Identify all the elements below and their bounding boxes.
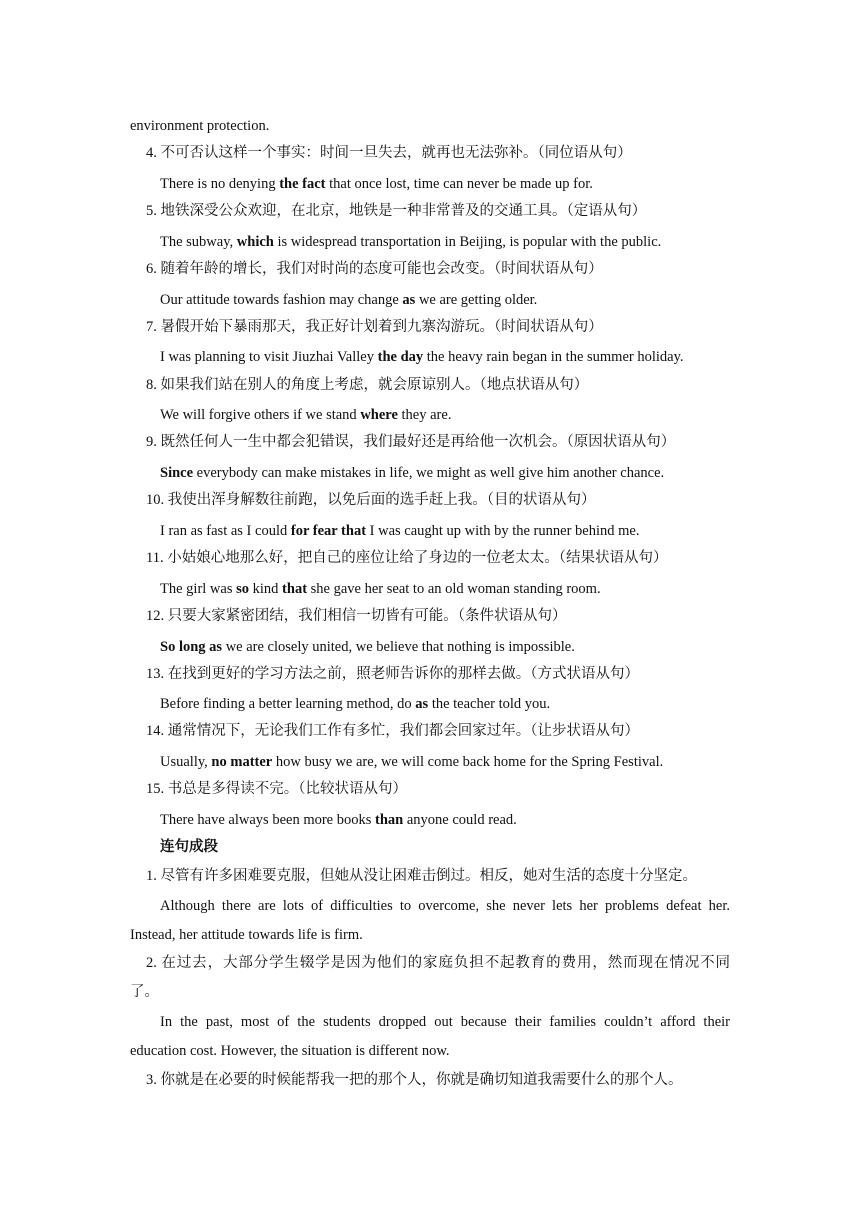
paragraph-2-english-line1: In the past, most of the students dropped out because their families couldn’t afford their: [160, 1014, 730, 1030]
keyword: So long as: [160, 639, 223, 655]
item-15-english: There have always been more books than anyone could read.: [160, 812, 517, 828]
item-12-chinese: 12. 只要大家紧密团结，我们相信一切皆有可能。（条件状语从句）: [146, 608, 567, 624]
item-13-english: Before finding a better learning method, do as the teacher told you.: [160, 696, 551, 712]
item-8-chinese: 8. 如果我们站在别人的角度上考虑，就会原谅别人。（地点状语从句）: [146, 377, 589, 393]
item-15-chinese: 15. 书总是多得读不完。（比较状语从句）: [146, 781, 407, 797]
paragraph-2-chinese-line1: 2. 在过去，大部分学生辍学是因为他们的家庭负担不起教育的费用，然而现在情况不同: [146, 955, 730, 971]
item-11-english: The girl was so kind that she gave her seat to an old woman standing room.: [160, 581, 601, 597]
item-10-chinese: 10. 我使出浑身解数往前跑，以免后面的选手赶上我。（目的状语从句）: [146, 492, 596, 508]
item-7-chinese: 7. 暑假开始下暴雨那天，我正好计划着到九寨沟游玩。（时间状语从句）: [146, 319, 603, 335]
item-13-chinese: 13. 在找到更好的学习方法之前，照老师告诉你的那样去做。（方式状语从句）: [146, 666, 639, 682]
keyword: as: [402, 292, 416, 308]
item-14-chinese: 14. 通常情况下，无论我们工作有多忙，我们都会回家过年。（让步状语从句）: [146, 723, 639, 739]
item-11-chinese: 11. 小姑娘心地那么好，把自己的座位让给了身边的一位老太太。（结果状语从句）: [146, 550, 668, 566]
section-title: 连句成段: [160, 839, 218, 855]
keyword: the fact: [279, 176, 326, 192]
paragraph-1-english-line1: Although there are lots of difficulties to overcome, she never lets her problems defeat her.: [160, 898, 730, 914]
item-7-english: I was planning to visit Jiuzhai Valley the day the heavy rain began in the summer holiday.: [160, 349, 684, 365]
keyword: than: [375, 812, 404, 828]
item-4-chinese: 4. 不可否认这样一个事实：时间一旦失去，就再也无法弥补。（同位语从句）: [146, 145, 632, 161]
paragraph-2-chinese-line2: 了。: [130, 984, 159, 1000]
continuation-text: environment protection.: [130, 118, 270, 134]
item-10-english: I ran as fast as I could for fear that I was caught up with by the runner behind me.: [160, 523, 640, 539]
keyword: that: [282, 581, 308, 597]
paragraph-1-english-line2: Instead, her attitude towards life is firm.: [130, 927, 363, 943]
item-5-chinese: 5. 地铁深受公众欢迎，在北京，地铁是一种非常普及的交通工具。（定语从句）: [146, 203, 647, 219]
paragraph-3-chinese: 3. 你就是在必要的时候能帮我一把的那个人，你就是确切知道我需要什么的那个人。: [146, 1072, 683, 1088]
item-6-chinese: 6. 随着年龄的增长，我们对时尚的态度可能也会改变。（时间状语从句）: [146, 261, 603, 277]
keyword: no matter: [211, 754, 273, 770]
item-9-chinese: 9. 既然任何人一生中都会犯错误，我们最好还是再给他一次机会。（原因状语从句）: [146, 434, 676, 450]
paragraph-1-chinese: 1. 尽管有许多困难要克服，但她从没让困难击倒过。相反，她对生活的态度十分坚定。: [146, 868, 697, 884]
item-12-english: So long as we are closely united, we believe that nothing is impossible.: [160, 639, 575, 655]
item-14-english: Usually, no matter how busy we are, we will come back home for the Spring Festival.: [160, 754, 664, 770]
keyword: which: [236, 234, 274, 250]
item-4-english: There is no denying the fact that once lost, time can never be made up for.: [160, 176, 593, 192]
keyword: as: [415, 696, 429, 712]
keyword: for fear that: [290, 523, 367, 539]
item-5-english: The subway, which is widespread transportation in Beijing, is popular with the public.: [160, 234, 662, 250]
item-9-english: Since everybody can make mistakes in life, we might as well give him another chance.: [160, 465, 665, 481]
item-8-english: We will forgive others if we stand where they are.: [160, 407, 452, 423]
keyword: where: [360, 407, 398, 423]
item-6-english: Our attitude towards fashion may change as we are getting older.: [160, 292, 538, 308]
paragraph-2-english-line2: education cost. However, the situation is different now.: [130, 1043, 450, 1059]
keyword: so: [236, 581, 250, 597]
keyword: the day: [377, 349, 424, 365]
keyword: Since: [160, 465, 194, 481]
